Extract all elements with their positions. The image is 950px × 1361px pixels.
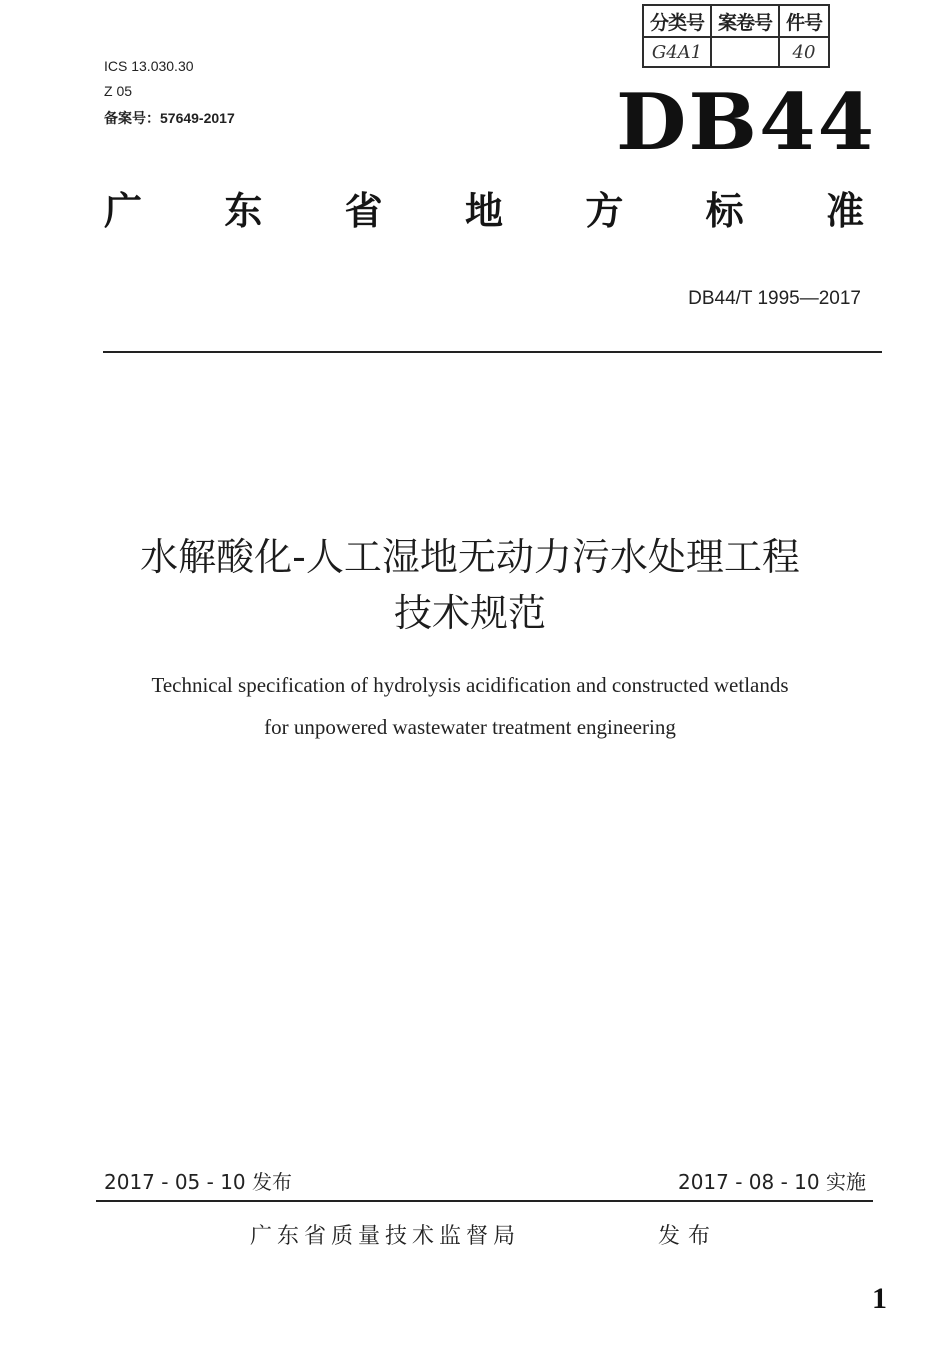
page-number: 1: [872, 1282, 887, 1315]
category-char: 方: [585, 189, 624, 233]
category-char: 东: [224, 189, 263, 233]
archive-stamp: [642, 4, 830, 68]
header-divider: [103, 351, 882, 353]
category-char: 准: [825, 189, 864, 233]
category-char: 标: [705, 189, 744, 233]
stamp-header-item: 件号: [779, 5, 829, 37]
chinese-title-line-1: 水解酸化-人工湿地无动力污水处理工程: [140, 535, 800, 579]
category-char: 省: [344, 189, 383, 233]
stamp-header-category: 分类号: [643, 5, 711, 37]
category-char: 地: [464, 189, 503, 233]
english-title-line-2: for unpowered wastewater treatment engineering: [264, 715, 676, 739]
implementation-date: 2017 - 08 - 10 实施: [677, 1170, 866, 1194]
english-title-line-1: Technical specification of hydrolysis acidification and constructed wetlands: [151, 673, 789, 697]
standard-number: DB44/T 1995—2017: [688, 288, 861, 309]
stamp-value-file: [711, 37, 779, 67]
z-classification-code: Z 05: [104, 83, 133, 99]
stamp-value-category: G4A1: [643, 37, 711, 67]
footer-divider: [96, 1200, 873, 1202]
stamp-header-file: 案卷号: [711, 5, 779, 37]
category-char: 广: [104, 189, 143, 233]
db44-logo: DB44: [616, 77, 877, 168]
ics-code: ICS 13.030.30: [104, 58, 194, 74]
stamp-value-item: 40: [779, 37, 829, 67]
issue-label: 发布: [658, 1224, 719, 1249]
filing-number: 备案号：57649-2017: [104, 110, 235, 126]
standard-category-heading: [104, 189, 864, 233]
publish-date: 2017 - 05 - 10 发布: [104, 1170, 293, 1194]
chinese-title-line-2: 技术规范: [393, 591, 546, 635]
issuing-authority: 广东省质量技术监督局: [250, 1224, 521, 1249]
